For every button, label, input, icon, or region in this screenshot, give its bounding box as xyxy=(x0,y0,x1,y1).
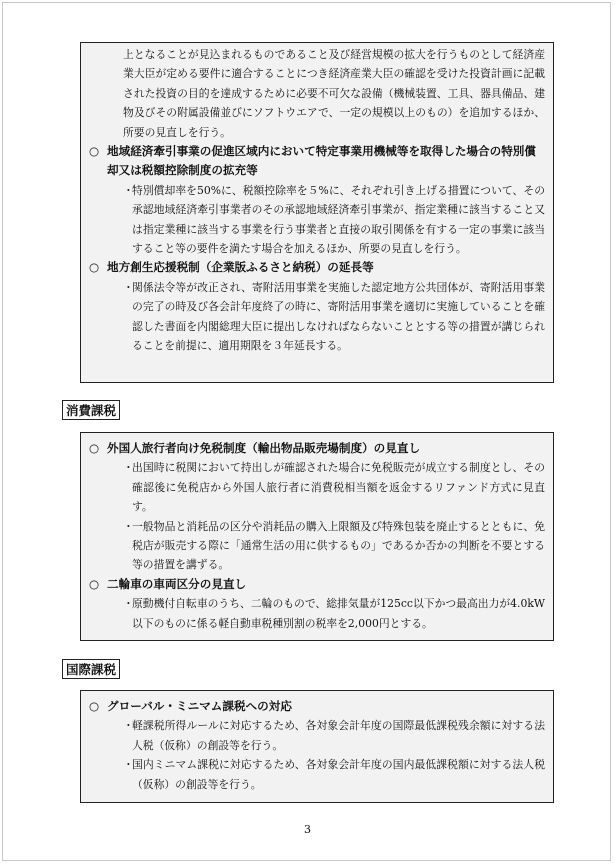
bullet-marker: ・ xyxy=(123,183,134,197)
circle-marker: ○ xyxy=(89,144,100,159)
item-bullet xyxy=(123,755,545,794)
bullet-marker: ・ xyxy=(123,280,134,294)
bullet-text: 関係法令等が改正され、寄附活用事業を実施した認定地方公共団体が、寄附活用事業の完了の時及び各会計年度終了の時に、寄附活用事業を適切に実施していることを確認した書面を内閣総理大臣に提出しなければならないこととする等の措置が講じられることを前提に、適用期限を３年延長する。 xyxy=(132,280,545,353)
item-heading-text: 地方創生応援税制（企業版ふるさと納税）の延長等 xyxy=(107,260,374,275)
bullet-text: 原動機付自転車のうち、二輪のもので、総排気量が125cc以下かつ最高出力が4.0kW以下のものに係る軽自動車税種別割の税率を2,000円とする。 xyxy=(132,597,545,630)
item-heading xyxy=(89,439,545,458)
bullet-marker: ・ xyxy=(123,597,134,611)
item-bullet xyxy=(123,716,545,755)
consumption-tax-box xyxy=(80,432,554,641)
bullet-text: 軽課税所得ルールに対応するため、各対象会計年度の国際最低課税残余額に対する法人税（仮称）の創設等を行う。 xyxy=(132,719,545,752)
bullet-text: 特別償却率を50%に、税額控除率を５%に、それぞれ引き上げる措置について、その承認地域経済牽引事業者のその承認地域経済牽引事業が、指定業種に該当すること又は指定業種に該当する事業を行う事業者と直接の取引関係を有する一定の事業に該当すること等の要件を満たす場合を加えるほか、所要の見直しを行う。 xyxy=(132,183,545,256)
section-label-international-tax: 国際課税 xyxy=(62,659,120,679)
item-heading xyxy=(89,258,545,277)
circle-marker: ○ xyxy=(89,576,100,591)
bullet-marker: ・ xyxy=(123,719,134,733)
item-heading-text: 外国人旅行者向け免税制度（輸出物品販売場制度）の見直し xyxy=(107,441,421,455)
bullet-marker: ・ xyxy=(123,519,134,533)
circle-marker: ○ xyxy=(89,699,100,713)
circle-marker: ○ xyxy=(89,260,100,275)
bullet-marker: ・ xyxy=(123,758,134,772)
item-heading-text: 地域経済牽引事業の促進区域内において特定事業用機械等を取得した場合の特別償却又は税額控除制度の拡充等 xyxy=(107,144,536,178)
international-tax-box xyxy=(80,690,554,803)
section-label-consumption-tax: 消費課税 xyxy=(62,400,120,420)
bullet-marker: ・ xyxy=(123,461,134,475)
bullet-text: 出国時に税関において持出しが確認された場合に免税販売が成立する制度とし、その確認後に免税店から外国人旅行者に消費税相当額を返金するリファンド方式に見直す。 xyxy=(132,461,545,514)
page-number: 3 xyxy=(304,823,311,836)
item-heading-text: グローバル・ミニマム課税への対応 xyxy=(107,699,292,713)
item-bullet xyxy=(123,594,545,633)
item-bullet xyxy=(123,278,545,356)
item-heading-text: 二輪車の車両区分の見直し xyxy=(107,576,247,591)
item-heading xyxy=(89,575,545,594)
item-heading xyxy=(89,697,545,716)
circle-marker: ○ xyxy=(89,441,100,455)
item-heading xyxy=(89,142,545,181)
bullet-text: 国内ミニマム課税に対応するため、各対象会計年度の国内最低課税額に対する法人税（仮称）の創設等を行う。 xyxy=(132,758,545,791)
item-bullet xyxy=(123,458,545,516)
item-bullet xyxy=(123,517,545,575)
continuation-paragraph: 上となることが見込まれるものであること及び経営規模の拡大を行うものとして経済産業大臣が定める要件に適合することにつき経済産業大臣の確認を受けた投資計画に記載された投資の目的を達成するために必要不可欠な設備（機械装置、工具、器具備品、建物及びその附属設備並びにソフトウエアで、一定の規模以上のもの）を追加するほか、所要の見直しを行う。 xyxy=(123,48,545,139)
item-bullet xyxy=(123,181,545,259)
bullet-text: 一般物品と消耗品の区分や消耗品の購入上限額及び特殊包装を廃止するとともに、免税店が販売する際に「通常生活の用に供するもの」であるか否かの判断を不要とする等の措置を講ずる。 xyxy=(132,519,545,572)
corporate-tax-continued-box xyxy=(80,42,554,383)
